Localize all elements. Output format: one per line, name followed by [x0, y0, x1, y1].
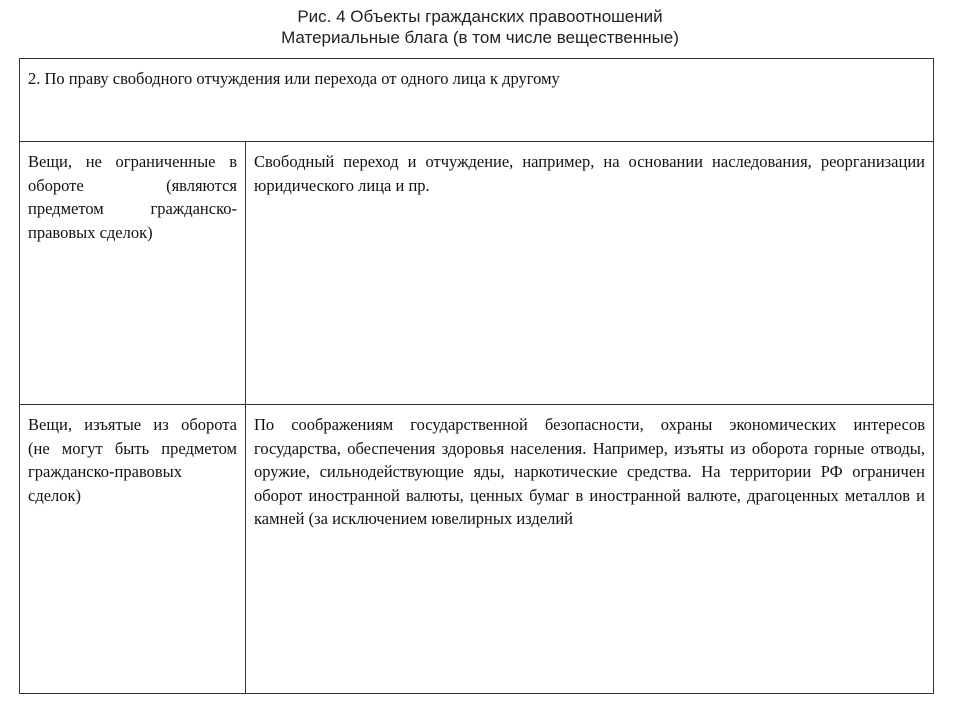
section-heading: 2. По праву свободного отчуждения или перехода от одного лица к другому [28, 69, 560, 88]
section-heading-cell [20, 59, 934, 142]
category-text: Вещи, изъятые из оборота (не могут быть предметом гражданско-правовых сделок) [28, 415, 237, 505]
description-cell [246, 142, 934, 405]
description-text: Свободный переход и отчуждение, например, на основании наследования, реорганизации юридического лица и пр. [254, 152, 925, 195]
table-row [20, 405, 934, 694]
classification-table [19, 58, 934, 694]
figure-title: Рис. 4 Объекты гражданских правоотношений [297, 7, 663, 26]
description-text: По соображениям государственной безопасности, охраны экономических интересов государства, обеспечения здоровья населения. Например, изъяты из оборота горные отводы, оружие, сильнодействующие яды, наркотические средства. На территории РФ ограничен оборот иностранной валюты, ценных бумаг в иностранной валюте, драгоценных металлов и камней (за исключением ювелирных изделий [254, 415, 925, 528]
table-header-row [20, 59, 934, 142]
category-cell [20, 405, 246, 694]
description-cell [246, 405, 934, 694]
category-cell [20, 142, 246, 405]
table-row [20, 142, 934, 405]
figure-caption [0, 6, 960, 48]
category-text: Вещи, не ограниченные в обороте (являются предметом гражданско-правовых сделок) [28, 152, 237, 242]
figure-subtitle: Материальные блага (в том числе вещественные) [281, 28, 679, 47]
